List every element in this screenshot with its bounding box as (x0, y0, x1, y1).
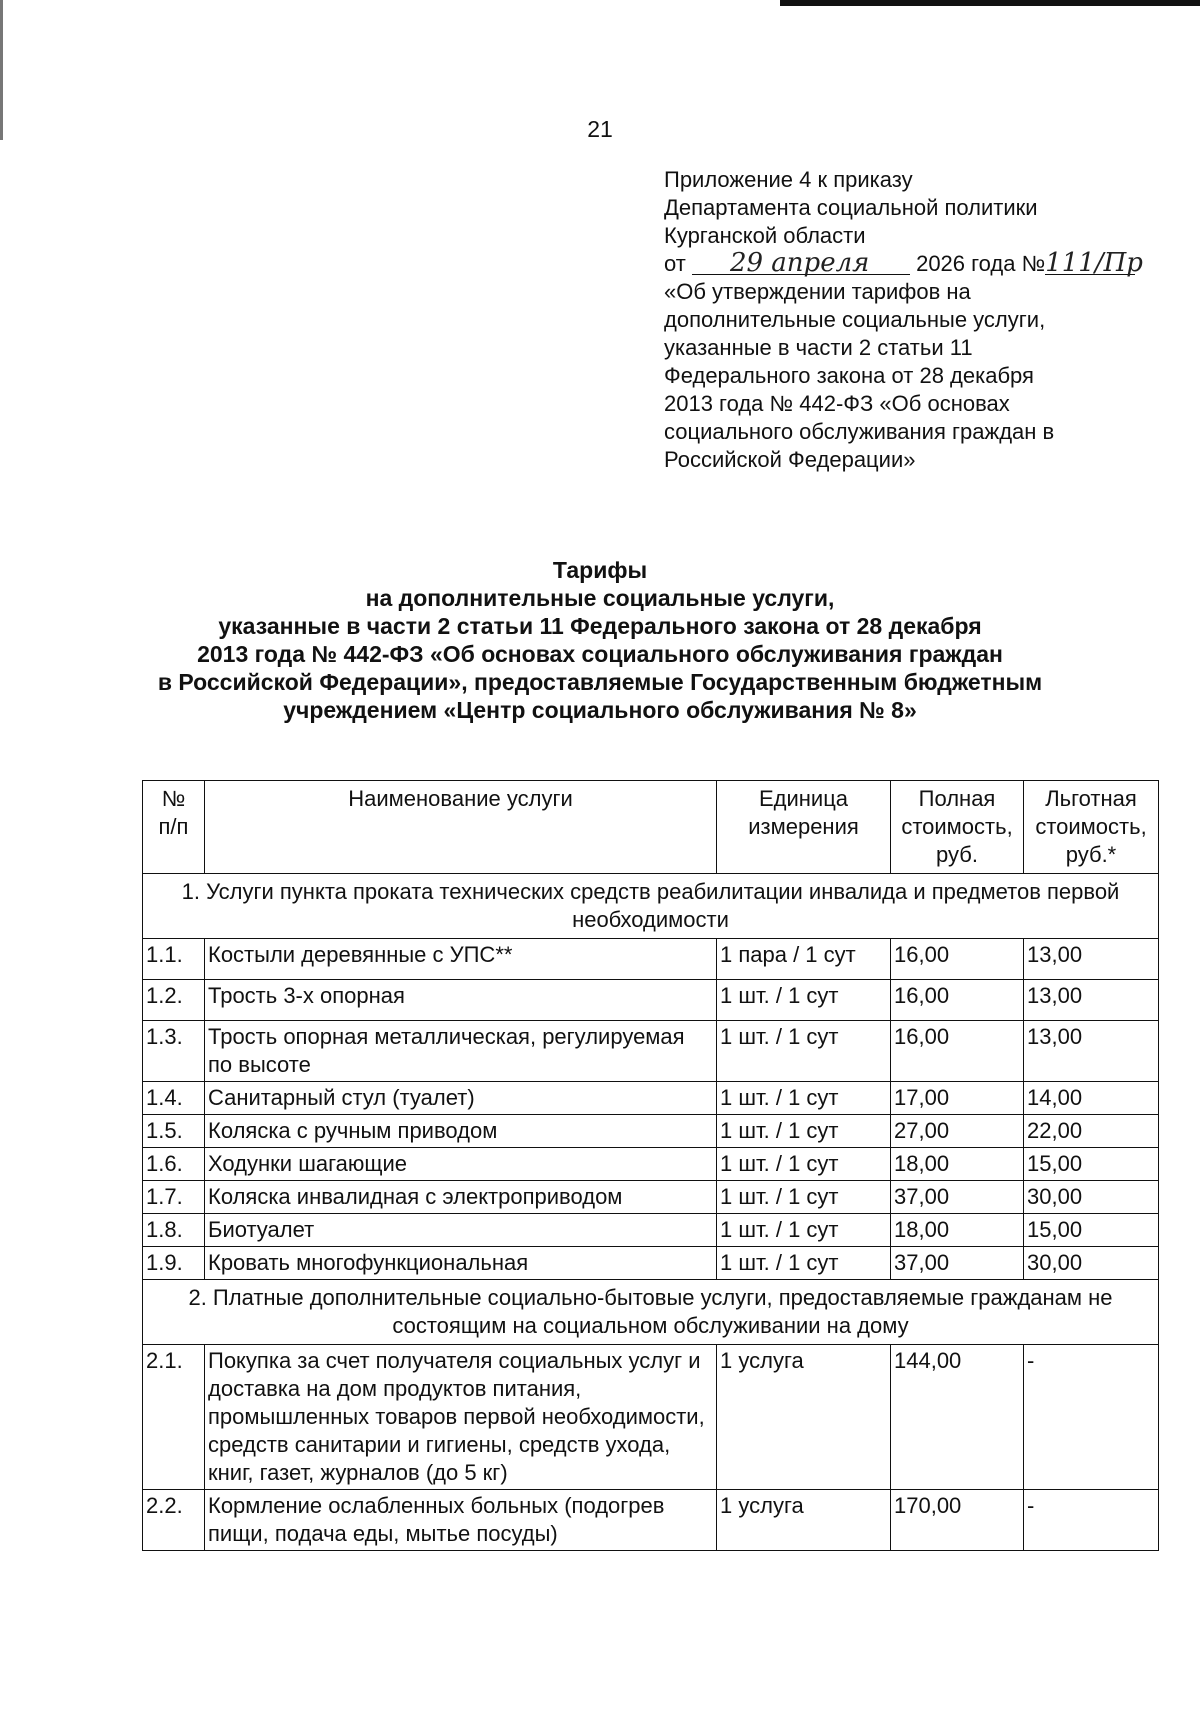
year-text: 2026 года № (916, 251, 1046, 276)
table-row (143, 1345, 1159, 1490)
date-prefix: от (664, 251, 686, 276)
cell-unit: 1 услуга (717, 1345, 891, 1490)
cell-full-price: 16,00 (891, 939, 1024, 980)
cell-number: 1.4. (143, 1082, 205, 1115)
cell-service-name: Покупка за счет получателя социальных услуг и доставка на дом продуктов питания, промышленных товаров первой необходимости, средств санитарии и гигиены, средств ухода, книг, газет, журналов (до 5 кг) (205, 1345, 717, 1490)
title-line: Тарифы (552, 557, 648, 583)
handwritten-date: 29 апреля (692, 252, 910, 275)
section-title: 2. Платные дополнительные социально-бытовые услуги, предоставляемые гражданам не состоящим на социальном обслуживании на дому (143, 1280, 1159, 1345)
title-line: в Российской Федерации», предоставляемые Государственным бюджетным (157, 669, 1043, 695)
cell-full-price: 16,00 (891, 1021, 1024, 1082)
title-line: на дополнительные социальные услуги, (365, 585, 835, 611)
cell-full-price: 18,00 (891, 1148, 1024, 1181)
header-full-price: Полная стоимость, руб. (891, 781, 1024, 874)
tariffs-table (142, 780, 1159, 1551)
table-header-row (143, 781, 1159, 874)
cell-number: 2.1. (143, 1345, 205, 1490)
cell-unit: 1 шт. / 1 сут (717, 1247, 891, 1280)
cell-full-price: 37,00 (891, 1181, 1024, 1214)
cell-discount-price: - (1024, 1490, 1159, 1551)
header-service-name: Наименование услуги (205, 781, 717, 874)
approval-line: указанные в части 2 статьи 11 (664, 335, 973, 360)
approval-line: социального обслуживания граждан в (664, 419, 1055, 444)
cell-unit: 1 услуга (717, 1490, 891, 1551)
table-row (143, 1148, 1159, 1181)
header-discount-price: Льготная стоимость, руб.* (1024, 781, 1159, 874)
cell-service-name: Трость опорная металлическая, регулируемая по высоте (205, 1021, 717, 1082)
table-row (143, 1021, 1159, 1082)
title-line: указанные в части 2 статьи 11 Федерального закона от 28 декабря (218, 613, 982, 639)
cell-number: 1.5. (143, 1115, 205, 1148)
table-row (143, 1181, 1159, 1214)
cell-discount-price: 13,00 (1024, 980, 1159, 1021)
cell-discount-price: 15,00 (1024, 1148, 1159, 1181)
cell-unit: 1 шт. / 1 сут (717, 1082, 891, 1115)
cell-service-name: Санитарный стул (туалет) (205, 1082, 717, 1115)
cell-discount-price: 30,00 (1024, 1247, 1159, 1280)
table-row (143, 1082, 1159, 1115)
table-row (143, 1214, 1159, 1247)
cell-discount-price: 13,00 (1024, 1021, 1159, 1082)
cell-number: 1.3. (143, 1021, 205, 1082)
cell-service-name: Коляска инвалидная с электроприводом (205, 1181, 717, 1214)
cell-unit: 1 пара / 1 сут (717, 939, 891, 980)
title-line: 2013 года № 442-ФЗ «Об основах социального обслуживания граждан (197, 641, 1003, 667)
cell-discount-price: 30,00 (1024, 1181, 1159, 1214)
approval-line: Федерального закона от 28 декабря (664, 363, 1034, 388)
cell-discount-price: 15,00 (1024, 1214, 1159, 1247)
approval-line: Курганской области (664, 223, 866, 248)
header-number: № п/п (143, 781, 205, 874)
approval-line: Департамента социальной политики (664, 195, 1038, 220)
cell-full-price: 144,00 (891, 1345, 1024, 1490)
section-row (143, 874, 1159, 939)
header-unit: Единица измерения (717, 781, 891, 874)
title-line: учреждением «Центр социального обслуживания № 8» (283, 697, 917, 723)
cell-service-name: Кровать многофункциональная (205, 1247, 717, 1280)
cell-discount-price: - (1024, 1345, 1159, 1490)
approval-date-line (664, 250, 1164, 278)
approval-line: Приложение 4 к приказу (664, 167, 913, 192)
cell-number: 1.1. (143, 939, 205, 980)
cell-service-name: Костыли деревянные с УПС** (205, 939, 717, 980)
approval-stamp-block (664, 166, 1164, 474)
cell-number: 1.7. (143, 1181, 205, 1214)
table-row (143, 980, 1159, 1021)
approval-line: 2013 года № 442-ФЗ «Об основах (664, 391, 1010, 416)
cell-discount-price: 22,00 (1024, 1115, 1159, 1148)
cell-number: 2.2. (143, 1490, 205, 1551)
table-row (143, 1247, 1159, 1280)
page-number: 21 (587, 116, 613, 142)
cell-service-name: Биотуалет (205, 1214, 717, 1247)
approval-line: Российской Федерации» (664, 447, 916, 472)
cell-full-price: 18,00 (891, 1214, 1024, 1247)
cell-full-price: 170,00 (891, 1490, 1024, 1551)
cell-discount-price: 13,00 (1024, 939, 1159, 980)
cell-full-price: 17,00 (891, 1082, 1024, 1115)
cell-unit: 1 шт. / 1 сут (717, 1021, 891, 1082)
handwritten-order-number: 111/Пр (1045, 248, 1143, 278)
cell-number: 1.8. (143, 1214, 205, 1247)
cell-unit: 1 шт. / 1 сут (717, 1214, 891, 1247)
approval-line: дополнительные социальные услуги, (664, 307, 1046, 332)
cell-service-name: Кормление ослабленных больных (подогрев пищи, подача еды, мытье посуды) (205, 1490, 717, 1551)
cell-full-price: 27,00 (891, 1115, 1024, 1148)
table-row (143, 1490, 1159, 1551)
cell-service-name: Коляска с ручным приводом (205, 1115, 717, 1148)
cell-number: 1.6. (143, 1148, 205, 1181)
cell-service-name: Ходунки шагающие (205, 1148, 717, 1181)
section-title: 1. Услуги пункта проката технических средств реабилитации инвалида и предметов первой необходимости (143, 874, 1159, 939)
cell-discount-price: 14,00 (1024, 1082, 1159, 1115)
document-title (0, 556, 1200, 724)
cell-number: 1.2. (143, 980, 205, 1021)
scan-top-border (780, 0, 1200, 6)
cell-full-price: 16,00 (891, 980, 1024, 1021)
section-row (143, 1280, 1159, 1345)
cell-unit: 1 шт. / 1 сут (717, 980, 891, 1021)
cell-unit: 1 шт. / 1 сут (717, 1181, 891, 1214)
approval-line: «Об утверждении тарифов на (664, 279, 971, 304)
table-row (143, 1115, 1159, 1148)
cell-unit: 1 шт. / 1 сут (717, 1148, 891, 1181)
cell-unit: 1 шт. / 1 сут (717, 1115, 891, 1148)
cell-service-name: Трость 3-х опорная (205, 980, 717, 1021)
cell-number: 1.9. (143, 1247, 205, 1280)
table-row (143, 939, 1159, 980)
cell-full-price: 37,00 (891, 1247, 1024, 1280)
